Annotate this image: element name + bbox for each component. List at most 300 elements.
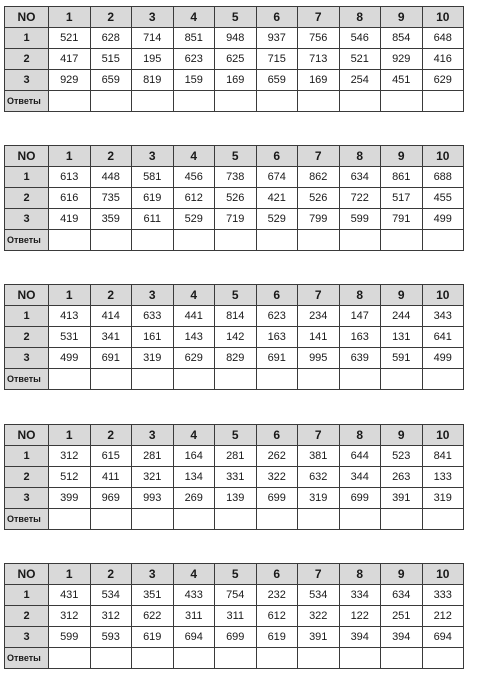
header-cell: 8 [339, 425, 381, 446]
number-cell: 659 [256, 70, 298, 91]
row-label: 3 [5, 209, 49, 230]
number-cell: 311 [173, 606, 215, 627]
number-cell: 448 [90, 167, 132, 188]
answer-cell[interactable] [381, 369, 423, 390]
number-cell: 319 [298, 488, 340, 509]
answer-cell[interactable] [339, 91, 381, 112]
row-label: 2 [5, 49, 49, 70]
header-row [5, 425, 464, 446]
number-cell: 634 [339, 167, 381, 188]
header-row [5, 7, 464, 28]
number-cell: 531 [49, 327, 91, 348]
answer-cell[interactable] [256, 230, 298, 251]
number-cell: 212 [422, 606, 464, 627]
number-cell: 344 [339, 467, 381, 488]
header-cell: 8 [339, 7, 381, 28]
header-cell: 5 [215, 425, 257, 446]
header-cell: 1 [49, 425, 91, 446]
header-cell: 2 [90, 146, 132, 167]
number-table-4 [4, 424, 464, 530]
row-label: 3 [5, 70, 49, 91]
answer-cell[interactable] [132, 648, 174, 669]
number-cell: 644 [339, 446, 381, 467]
number-cell: 633 [132, 306, 174, 327]
table-row [5, 167, 464, 188]
number-cell: 738 [215, 167, 257, 188]
header-cell: 10 [422, 285, 464, 306]
number-cell: 625 [215, 49, 257, 70]
number-cell: 254 [339, 70, 381, 91]
number-cell: 381 [298, 446, 340, 467]
header-cell: 8 [339, 146, 381, 167]
number-cell: 311 [215, 606, 257, 627]
number-cell: 359 [90, 209, 132, 230]
answer-cell[interactable] [256, 509, 298, 530]
answer-cell[interactable] [422, 509, 464, 530]
number-cell: 161 [132, 327, 174, 348]
answers-row [5, 369, 464, 390]
header-cell: 10 [422, 425, 464, 446]
table-row [5, 28, 464, 49]
number-cell: 456 [173, 167, 215, 188]
answer-cell[interactable] [256, 369, 298, 390]
table-row [5, 467, 464, 488]
number-cell: 694 [422, 627, 464, 648]
header-cell: NO [5, 564, 49, 585]
answers-row [5, 230, 464, 251]
table-row [5, 585, 464, 606]
number-cell: 612 [256, 606, 298, 627]
number-cell: 591 [381, 348, 423, 369]
number-cell: 639 [339, 348, 381, 369]
number-cell: 312 [49, 606, 91, 627]
number-cell: 841 [422, 446, 464, 467]
answers-label: Ответы [5, 648, 49, 669]
number-cell: 937 [256, 28, 298, 49]
answer-cell[interactable] [173, 369, 215, 390]
number-cell: 648 [422, 28, 464, 49]
number-cell: 499 [49, 348, 91, 369]
number-cell: 854 [381, 28, 423, 49]
number-cell: 629 [173, 348, 215, 369]
header-cell: 6 [256, 285, 298, 306]
answer-cell[interactable] [339, 230, 381, 251]
number-cell: 141 [298, 327, 340, 348]
answer-cell[interactable] [173, 91, 215, 112]
header-cell: 10 [422, 564, 464, 585]
number-cell: 674 [256, 167, 298, 188]
number-cell: 619 [256, 627, 298, 648]
answers-row [5, 91, 464, 112]
table-row [5, 49, 464, 70]
number-cell: 419 [49, 209, 91, 230]
answer-cell[interactable] [256, 91, 298, 112]
number-cell: 969 [90, 488, 132, 509]
number-cell: 417 [49, 49, 91, 70]
answer-cell[interactable] [298, 369, 340, 390]
header-cell: 6 [256, 7, 298, 28]
answer-cell[interactable] [298, 230, 340, 251]
header-cell: 9 [381, 7, 423, 28]
header-cell: NO [5, 7, 49, 28]
number-cell: 623 [256, 306, 298, 327]
row-label: 2 [5, 606, 49, 627]
number-cell: 799 [298, 209, 340, 230]
number-cell: 623 [173, 49, 215, 70]
number-cell: 263 [381, 467, 423, 488]
header-cell: 6 [256, 146, 298, 167]
header-cell: 7 [298, 7, 340, 28]
answer-cell[interactable] [49, 369, 91, 390]
answer-cell[interactable] [339, 369, 381, 390]
number-cell: 735 [90, 188, 132, 209]
number-cell: 929 [49, 70, 91, 91]
answer-cell[interactable] [90, 648, 132, 669]
answer-cell[interactable] [298, 91, 340, 112]
number-cell: 234 [298, 306, 340, 327]
number-table-1 [4, 6, 464, 112]
header-cell: 6 [256, 564, 298, 585]
answer-cell[interactable] [422, 369, 464, 390]
number-cell: 722 [339, 188, 381, 209]
answers-label: Ответы [5, 230, 49, 251]
number-cell: 169 [215, 70, 257, 91]
answer-cell[interactable] [49, 509, 91, 530]
number-cell: 399 [49, 488, 91, 509]
number-cell: 691 [256, 348, 298, 369]
answers-row [5, 509, 464, 530]
number-cell: 622 [132, 606, 174, 627]
answer-cell[interactable] [173, 509, 215, 530]
answer-cell[interactable] [173, 648, 215, 669]
table-row [5, 488, 464, 509]
header-cell: 9 [381, 564, 423, 585]
number-cell: 993 [132, 488, 174, 509]
header-cell: 9 [381, 285, 423, 306]
number-cell: 312 [90, 606, 132, 627]
number-cell: 322 [298, 606, 340, 627]
number-cell: 629 [422, 70, 464, 91]
table-row [5, 348, 464, 369]
table-row [5, 306, 464, 327]
header-cell: 5 [215, 564, 257, 585]
number-cell: 615 [90, 446, 132, 467]
number-cell: 526 [215, 188, 257, 209]
number-cell: 523 [381, 446, 423, 467]
number-cell: 529 [173, 209, 215, 230]
number-table-3 [4, 284, 464, 390]
number-table-5 [4, 563, 464, 669]
header-cell: 3 [132, 285, 174, 306]
header-cell: 5 [215, 7, 257, 28]
answer-cell[interactable] [381, 509, 423, 530]
number-cell: 659 [90, 70, 132, 91]
number-cell: 534 [90, 585, 132, 606]
number-cell: 929 [381, 49, 423, 70]
table-row [5, 188, 464, 209]
row-label: 3 [5, 627, 49, 648]
number-cell: 143 [173, 327, 215, 348]
header-cell: 1 [49, 285, 91, 306]
answers-label: Ответы [5, 91, 49, 112]
answer-cell[interactable] [215, 509, 257, 530]
table-row [5, 209, 464, 230]
number-cell: 321 [132, 467, 174, 488]
answer-cell[interactable] [381, 230, 423, 251]
answer-cell[interactable] [422, 91, 464, 112]
number-cell: 394 [339, 627, 381, 648]
header-cell: 3 [132, 425, 174, 446]
number-cell: 694 [173, 627, 215, 648]
number-cell: 517 [381, 188, 423, 209]
header-cell: 7 [298, 146, 340, 167]
table-row [5, 627, 464, 648]
header-cell: 3 [132, 564, 174, 585]
number-cell: 613 [49, 167, 91, 188]
answer-cell[interactable] [90, 230, 132, 251]
number-cell: 341 [90, 327, 132, 348]
header-row [5, 146, 464, 167]
header-cell: 3 [132, 146, 174, 167]
number-cell: 756 [298, 28, 340, 49]
row-label: 2 [5, 188, 49, 209]
number-cell: 619 [132, 627, 174, 648]
number-cell: 713 [298, 49, 340, 70]
answer-cell[interactable] [215, 91, 257, 112]
number-cell: 414 [90, 306, 132, 327]
number-cell: 534 [298, 585, 340, 606]
number-cell: 163 [256, 327, 298, 348]
number-cell: 122 [339, 606, 381, 627]
number-cell: 159 [173, 70, 215, 91]
header-cell: 9 [381, 425, 423, 446]
answer-cell[interactable] [422, 230, 464, 251]
number-cell: 433 [173, 585, 215, 606]
number-cell: 131 [381, 327, 423, 348]
answer-cell[interactable] [90, 369, 132, 390]
header-cell: NO [5, 425, 49, 446]
answer-cell[interactable] [381, 648, 423, 669]
number-cell: 829 [215, 348, 257, 369]
number-cell: 995 [298, 348, 340, 369]
table-row [5, 70, 464, 91]
header-cell: 7 [298, 564, 340, 585]
number-cell: 312 [49, 446, 91, 467]
answer-cell[interactable] [381, 91, 423, 112]
number-cell: 133 [422, 467, 464, 488]
number-cell: 455 [422, 188, 464, 209]
answer-cell[interactable] [49, 230, 91, 251]
number-cell: 411 [90, 467, 132, 488]
number-cell: 421 [256, 188, 298, 209]
number-cell: 319 [132, 348, 174, 369]
number-cell: 333 [422, 585, 464, 606]
row-label: 2 [5, 467, 49, 488]
answer-cell[interactable] [90, 91, 132, 112]
number-cell: 699 [215, 627, 257, 648]
number-cell: 512 [49, 467, 91, 488]
number-cell: 641 [422, 327, 464, 348]
number-cell: 147 [339, 306, 381, 327]
row-label: 1 [5, 167, 49, 188]
number-cell: 634 [381, 585, 423, 606]
header-cell: 4 [173, 146, 215, 167]
header-cell: 8 [339, 285, 381, 306]
row-label: 2 [5, 327, 49, 348]
header-cell: 4 [173, 564, 215, 585]
number-cell: 251 [381, 606, 423, 627]
number-cell: 195 [132, 49, 174, 70]
number-cell: 791 [381, 209, 423, 230]
number-cell: 319 [422, 488, 464, 509]
number-cell: 142 [215, 327, 257, 348]
answer-cell[interactable] [215, 230, 257, 251]
answer-cell[interactable] [215, 369, 257, 390]
number-cell: 616 [49, 188, 91, 209]
answer-cell[interactable] [215, 648, 257, 669]
header-cell: 1 [49, 7, 91, 28]
number-cell: 262 [256, 446, 298, 467]
header-row [5, 564, 464, 585]
answer-cell[interactable] [49, 91, 91, 112]
number-cell: 719 [215, 209, 257, 230]
number-cell: 521 [339, 49, 381, 70]
number-cell: 391 [298, 627, 340, 648]
number-cell: 526 [298, 188, 340, 209]
number-cell: 619 [132, 188, 174, 209]
answer-cell[interactable] [132, 369, 174, 390]
number-cell: 322 [256, 467, 298, 488]
number-cell: 441 [173, 306, 215, 327]
header-cell: 1 [49, 146, 91, 167]
header-cell: 10 [422, 146, 464, 167]
number-cell: 334 [339, 585, 381, 606]
header-cell: 4 [173, 425, 215, 446]
number-cell: 599 [339, 209, 381, 230]
answer-cell[interactable] [90, 509, 132, 530]
number-cell: 699 [339, 488, 381, 509]
answer-cell[interactable] [132, 509, 174, 530]
number-cell: 521 [49, 28, 91, 49]
table-row [5, 327, 464, 348]
answers-row [5, 648, 464, 669]
number-cell: 628 [90, 28, 132, 49]
number-cell: 499 [422, 348, 464, 369]
number-cell: 599 [49, 627, 91, 648]
number-cell: 714 [132, 28, 174, 49]
number-cell: 163 [339, 327, 381, 348]
number-cell: 391 [381, 488, 423, 509]
number-cell: 611 [132, 209, 174, 230]
number-cell: 814 [215, 306, 257, 327]
number-cell: 413 [49, 306, 91, 327]
header-cell: 9 [381, 146, 423, 167]
number-cell: 232 [256, 585, 298, 606]
answer-cell[interactable] [422, 648, 464, 669]
answer-cell[interactable] [298, 509, 340, 530]
header-cell: 8 [339, 564, 381, 585]
header-cell: 5 [215, 146, 257, 167]
number-cell: 134 [173, 467, 215, 488]
header-cell: 4 [173, 7, 215, 28]
number-cell: 164 [173, 446, 215, 467]
number-cell: 331 [215, 467, 257, 488]
table-row [5, 606, 464, 627]
row-label: 1 [5, 306, 49, 327]
number-cell: 394 [381, 627, 423, 648]
number-cell: 499 [422, 209, 464, 230]
number-cell: 281 [132, 446, 174, 467]
row-label: 1 [5, 28, 49, 49]
number-cell: 515 [90, 49, 132, 70]
number-cell: 343 [422, 306, 464, 327]
number-cell: 948 [215, 28, 257, 49]
number-cell: 451 [381, 70, 423, 91]
header-row [5, 285, 464, 306]
header-cell: 2 [90, 425, 132, 446]
answers-label: Ответы [5, 369, 49, 390]
number-cell: 269 [173, 488, 215, 509]
number-cell: 632 [298, 467, 340, 488]
answer-cell[interactable] [49, 648, 91, 669]
number-cell: 581 [132, 167, 174, 188]
header-cell: 6 [256, 425, 298, 446]
number-cell: 169 [298, 70, 340, 91]
number-cell: 593 [90, 627, 132, 648]
header-cell: 10 [422, 7, 464, 28]
header-cell: NO [5, 285, 49, 306]
answer-cell[interactable] [298, 648, 340, 669]
answers-label: Ответы [5, 509, 49, 530]
header-cell: 2 [90, 7, 132, 28]
header-cell: 7 [298, 285, 340, 306]
header-cell: 2 [90, 285, 132, 306]
number-cell: 691 [90, 348, 132, 369]
header-cell: NO [5, 146, 49, 167]
answer-cell[interactable] [132, 91, 174, 112]
number-cell: 351 [132, 585, 174, 606]
number-cell: 416 [422, 49, 464, 70]
number-cell: 529 [256, 209, 298, 230]
number-cell: 851 [173, 28, 215, 49]
row-label: 3 [5, 348, 49, 369]
header-cell: 2 [90, 564, 132, 585]
answer-cell[interactable] [339, 509, 381, 530]
number-cell: 715 [256, 49, 298, 70]
table-row [5, 446, 464, 467]
number-cell: 244 [381, 306, 423, 327]
number-cell: 819 [132, 70, 174, 91]
header-cell: 4 [173, 285, 215, 306]
header-cell: 3 [132, 7, 174, 28]
number-cell: 754 [215, 585, 257, 606]
header-cell: 1 [49, 564, 91, 585]
number-cell: 281 [215, 446, 257, 467]
number-cell: 546 [339, 28, 381, 49]
answer-cell[interactable] [173, 230, 215, 251]
answer-cell[interactable] [339, 648, 381, 669]
row-label: 3 [5, 488, 49, 509]
answer-cell[interactable] [256, 648, 298, 669]
row-label: 1 [5, 446, 49, 467]
number-cell: 139 [215, 488, 257, 509]
number-cell: 431 [49, 585, 91, 606]
number-table-2 [4, 145, 464, 251]
number-cell: 862 [298, 167, 340, 188]
answer-cell[interactable] [132, 230, 174, 251]
number-cell: 861 [381, 167, 423, 188]
header-cell: 5 [215, 285, 257, 306]
